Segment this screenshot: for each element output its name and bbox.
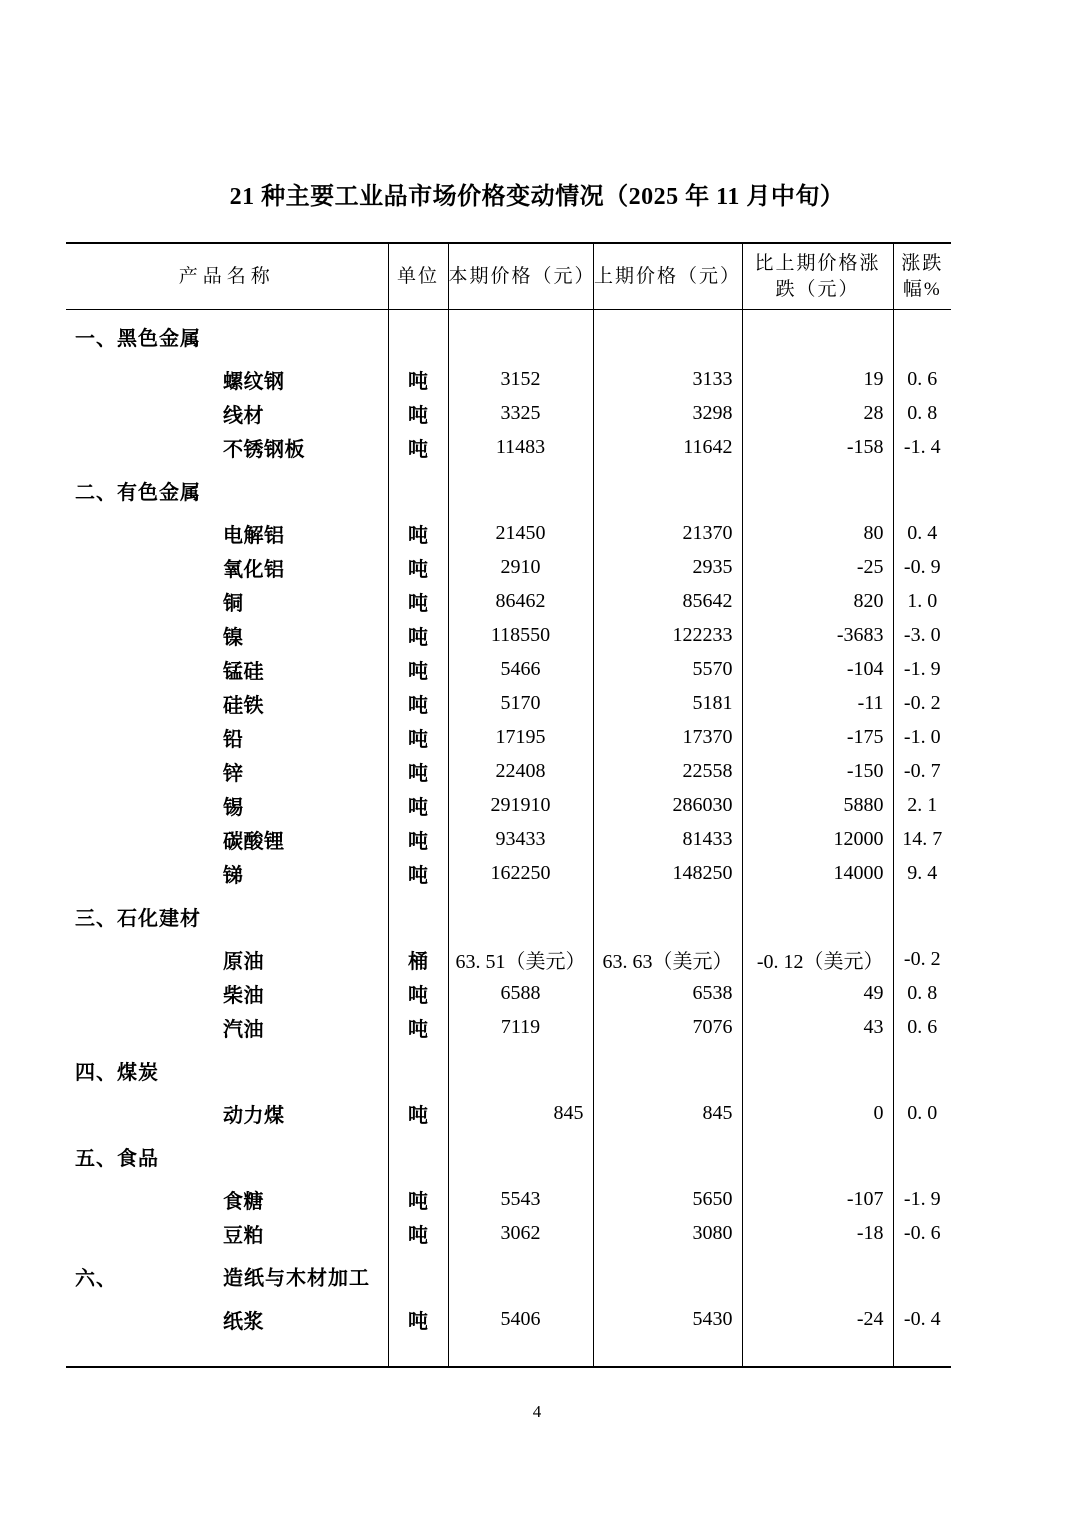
empty-cell xyxy=(893,1130,951,1182)
pct-cell: -0. 7 xyxy=(893,754,951,788)
section-row xyxy=(66,1250,951,1302)
previous-price-cell: 81433 xyxy=(593,822,742,856)
empty-cell xyxy=(742,890,893,942)
product-row xyxy=(66,754,951,788)
pct-cell: -1. 4 xyxy=(893,430,951,464)
unit-cell: 吨 xyxy=(388,516,448,550)
previous-price-cell: 21370 xyxy=(593,516,742,550)
current-price-cell: 17195 xyxy=(448,720,593,754)
change-cell: -104 xyxy=(742,652,893,686)
empty-cell xyxy=(448,1250,593,1302)
current-price-cell: 93433 xyxy=(448,822,593,856)
empty-cell xyxy=(593,890,742,942)
empty-cell xyxy=(448,1130,593,1182)
section-title-cell xyxy=(66,890,388,942)
product-name-cell: 柴油 xyxy=(223,984,264,1007)
empty-cell xyxy=(448,310,593,363)
change-cell: 49 xyxy=(742,976,893,1010)
change-cell: -107 xyxy=(742,1182,893,1216)
page-title: 21 种主要工业品市场价格变动情况（2025 年 11 月中旬） xyxy=(229,184,845,210)
pct-cell: 0. 8 xyxy=(893,396,951,430)
pct-cell: 0. 8 xyxy=(893,976,951,1010)
unit-cell: 吨 xyxy=(388,652,448,686)
change-cell: 80 xyxy=(742,516,893,550)
change-cell: -25 xyxy=(742,550,893,584)
product-name-cell: 碳酸锂 xyxy=(223,830,285,853)
change-cell: -150 xyxy=(742,754,893,788)
pct-cell: -0. 2 xyxy=(893,686,951,720)
header-pct-line2: 幅% xyxy=(902,278,942,300)
current-price-cell: 118550 xyxy=(448,618,593,652)
unit-cell: 吨 xyxy=(388,618,448,652)
price-table xyxy=(66,242,951,1368)
unit-cell: 吨 xyxy=(388,856,448,890)
unit-cell: 吨 xyxy=(388,550,448,584)
previous-price-cell: 3133 xyxy=(593,362,742,396)
empty-cell xyxy=(742,1250,893,1302)
previous-price-cell: 5430 xyxy=(593,1302,742,1336)
empty-cell xyxy=(593,310,742,363)
section-label: 三、石化建材 xyxy=(75,907,201,930)
product-name-cell: 食糖 xyxy=(223,1190,264,1213)
section-title-cell xyxy=(66,1130,388,1182)
product-name-cell: 氧化铝 xyxy=(223,558,285,581)
empty-cell xyxy=(593,464,742,516)
product-name-cell: 不锈钢板 xyxy=(223,438,305,461)
product-name-cell: 电解铝 xyxy=(223,524,285,547)
change-cell: -158 xyxy=(742,430,893,464)
pct-cell: 9. 4 xyxy=(893,856,951,890)
current-price-cell: 162250 xyxy=(448,856,593,890)
previous-price-cell: 22558 xyxy=(593,754,742,788)
header-current-price: 本期价格（元） xyxy=(448,243,593,310)
header-pct xyxy=(893,243,951,310)
product-name-cell: 镍 xyxy=(223,626,244,649)
product-name-cell: 线材 xyxy=(223,404,264,427)
header-pct-line1: 涨跌 xyxy=(901,253,944,275)
product-row xyxy=(66,584,951,618)
previous-price-cell: 5570 xyxy=(593,652,742,686)
product-row xyxy=(66,618,951,652)
previous-price-cell: 3080 xyxy=(593,1216,742,1250)
current-price-cell: 3062 xyxy=(448,1216,593,1250)
empty-cell xyxy=(388,310,448,363)
pct-cell: 0. 4 xyxy=(893,516,951,550)
empty-cell xyxy=(388,1130,448,1182)
current-price-cell: 11483 xyxy=(448,430,593,464)
current-price-cell: 2910 xyxy=(448,550,593,584)
unit-cell: 吨 xyxy=(388,788,448,822)
unit-cell: 吨 xyxy=(388,1302,448,1336)
empty-cell xyxy=(388,1044,448,1096)
previous-price-cell: 11642 xyxy=(593,430,742,464)
pct-cell: -0. 4 xyxy=(893,1302,951,1336)
section-label: 四、煤炭 xyxy=(75,1061,159,1084)
pct-cell: 2. 1 xyxy=(893,788,951,822)
empty-cell xyxy=(388,890,448,942)
current-price-cell: 5466 xyxy=(448,652,593,686)
product-name-cell: 原油 xyxy=(223,950,264,973)
previous-price-cell: 286030 xyxy=(593,788,742,822)
unit-cell: 吨 xyxy=(388,720,448,754)
header-change-line2: 跌（元） xyxy=(775,278,860,300)
empty-cell xyxy=(448,890,593,942)
product-row xyxy=(66,856,951,890)
product-row xyxy=(66,396,951,430)
product-row xyxy=(66,652,951,686)
previous-price-cell: 3298 xyxy=(593,396,742,430)
empty-cell xyxy=(593,1044,742,1096)
current-price-cell: 7119 xyxy=(448,1010,593,1044)
table-body xyxy=(66,310,951,1337)
current-price-cell: 845 xyxy=(448,1096,593,1130)
header-product-name: 产品名称 xyxy=(66,243,388,310)
change-cell: -24 xyxy=(742,1302,893,1336)
pct-cell: 0. 0 xyxy=(893,1096,951,1130)
empty-cell xyxy=(893,1044,951,1096)
section-title-cell xyxy=(66,1250,388,1302)
change-cell: -175 xyxy=(742,720,893,754)
change-cell: 28 xyxy=(742,396,893,430)
unit-cell: 吨 xyxy=(388,754,448,788)
section-row xyxy=(66,890,951,942)
previous-price-cell: 6538 xyxy=(593,976,742,1010)
empty-cell xyxy=(593,1130,742,1182)
section-row xyxy=(66,310,951,363)
product-name-cell: 锑 xyxy=(223,864,244,887)
pct-cell: -1. 9 xyxy=(893,652,951,686)
empty-cell xyxy=(388,1250,448,1302)
section-title-cell xyxy=(66,1044,388,1096)
change-cell: -18 xyxy=(742,1216,893,1250)
product-row xyxy=(66,720,951,754)
section-label: 五、食品 xyxy=(75,1147,159,1170)
header-change-line1: 比上期价格涨 xyxy=(754,253,881,275)
product-name-cell: 锰硅 xyxy=(223,660,264,683)
product-row xyxy=(66,788,951,822)
change-cell: -3683 xyxy=(742,618,893,652)
product-row xyxy=(66,1096,951,1130)
empty-cell xyxy=(593,1250,742,1302)
empty-cell xyxy=(448,464,593,516)
product-row xyxy=(66,1182,951,1216)
change-cell: 14000 xyxy=(742,856,893,890)
page-number: 4 xyxy=(532,1402,542,1421)
product-row xyxy=(66,1216,951,1250)
current-price-cell: 63. 51（美元） xyxy=(448,942,593,976)
header-previous-price: 上期价格（元） xyxy=(593,243,742,310)
section-row xyxy=(66,464,951,516)
change-cell: 820 xyxy=(742,584,893,618)
section-title-cell xyxy=(66,310,388,363)
product-row xyxy=(66,430,951,464)
previous-price-cell: 122233 xyxy=(593,618,742,652)
change-cell: -0. 12（美元） xyxy=(742,942,893,976)
pct-cell: 1. 0 xyxy=(893,584,951,618)
current-price-cell: 5170 xyxy=(448,686,593,720)
pct-cell: -3. 0 xyxy=(893,618,951,652)
product-row xyxy=(66,362,951,396)
previous-price-cell: 148250 xyxy=(593,856,742,890)
section-title-cell xyxy=(66,464,388,516)
current-price-cell: 5543 xyxy=(448,1182,593,1216)
empty-cell xyxy=(742,464,893,516)
unit-cell: 吨 xyxy=(388,822,448,856)
empty-cell xyxy=(448,1044,593,1096)
header-row xyxy=(66,243,951,310)
pct-cell: -1. 9 xyxy=(893,1182,951,1216)
unit-cell: 吨 xyxy=(388,396,448,430)
section-row xyxy=(66,1044,951,1096)
unit-cell: 桶 xyxy=(388,942,448,976)
unit-cell: 吨 xyxy=(388,1010,448,1044)
empty-cell xyxy=(893,464,951,516)
product-name-cell: 螺纹钢 xyxy=(223,370,285,393)
header-change xyxy=(742,243,893,310)
current-price-cell: 22408 xyxy=(448,754,593,788)
pct-cell: -0. 2 xyxy=(893,942,951,976)
product-name-cell: 硅铁 xyxy=(223,694,264,717)
section-row xyxy=(66,1130,951,1182)
current-price-cell: 5406 xyxy=(448,1302,593,1336)
previous-price-cell: 63. 63（美元） xyxy=(593,942,742,976)
unit-cell: 吨 xyxy=(388,362,448,396)
current-price-cell: 291910 xyxy=(448,788,593,822)
product-name-cell: 动力煤 xyxy=(223,1104,285,1127)
empty-cell xyxy=(893,890,951,942)
unit-cell: 吨 xyxy=(388,430,448,464)
product-name-cell: 铅 xyxy=(223,728,244,751)
product-row xyxy=(66,1010,951,1044)
current-price-cell: 21450 xyxy=(448,516,593,550)
pct-cell: -0. 6 xyxy=(893,1216,951,1250)
unit-cell: 吨 xyxy=(388,1182,448,1216)
product-row xyxy=(66,976,951,1010)
previous-price-cell: 845 xyxy=(593,1096,742,1130)
product-row xyxy=(66,942,951,976)
pct-cell: -1. 0 xyxy=(893,720,951,754)
product-name-cell: 铜 xyxy=(223,592,244,615)
change-cell: 12000 xyxy=(742,822,893,856)
change-cell: 5880 xyxy=(742,788,893,822)
empty-cell xyxy=(742,310,893,363)
previous-price-cell: 17370 xyxy=(593,720,742,754)
change-cell: -11 xyxy=(742,686,893,720)
product-row xyxy=(66,516,951,550)
section-label: 六、 xyxy=(75,1267,117,1290)
product-row xyxy=(66,822,951,856)
empty-cell xyxy=(742,1130,893,1182)
previous-price-cell: 5181 xyxy=(593,686,742,720)
table-bottom-spacer xyxy=(66,1336,951,1367)
change-cell: 19 xyxy=(742,362,893,396)
product-name-cell: 豆粕 xyxy=(223,1224,264,1247)
current-price-cell: 6588 xyxy=(448,976,593,1010)
unit-cell: 吨 xyxy=(388,1216,448,1250)
unit-cell: 吨 xyxy=(388,976,448,1010)
product-row xyxy=(66,550,951,584)
empty-cell xyxy=(893,1250,951,1302)
pct-cell: -0. 9 xyxy=(893,550,951,584)
header-unit: 单位 xyxy=(388,243,448,310)
current-price-cell: 3152 xyxy=(448,362,593,396)
pct-cell: 0. 6 xyxy=(893,1010,951,1044)
section-label: 一、黑色金属 xyxy=(75,327,201,350)
pct-cell: 14. 7 xyxy=(893,822,951,856)
section-label: 二、有色金属 xyxy=(75,481,201,504)
change-cell: 0 xyxy=(742,1096,893,1130)
product-name-cell: 锌 xyxy=(223,762,244,785)
product-name-cell: 纸浆 xyxy=(223,1310,264,1333)
unit-cell: 吨 xyxy=(388,686,448,720)
current-price-cell: 3325 xyxy=(448,396,593,430)
pct-cell: 0. 6 xyxy=(893,362,951,396)
unit-cell: 吨 xyxy=(388,1096,448,1130)
section-name: 造纸与木材加工 xyxy=(223,1267,370,1290)
product-row xyxy=(66,1302,951,1336)
empty-cell xyxy=(893,310,951,363)
previous-price-cell: 2935 xyxy=(593,550,742,584)
product-name-cell: 锡 xyxy=(223,796,244,819)
current-price-cell: 86462 xyxy=(448,584,593,618)
empty-cell xyxy=(388,464,448,516)
previous-price-cell: 7076 xyxy=(593,1010,742,1044)
previous-price-cell: 85642 xyxy=(593,584,742,618)
empty-cell xyxy=(742,1044,893,1096)
change-cell: 43 xyxy=(742,1010,893,1044)
product-row xyxy=(66,686,951,720)
unit-cell: 吨 xyxy=(388,584,448,618)
previous-price-cell: 5650 xyxy=(593,1182,742,1216)
product-name-cell: 汽油 xyxy=(223,1018,264,1041)
